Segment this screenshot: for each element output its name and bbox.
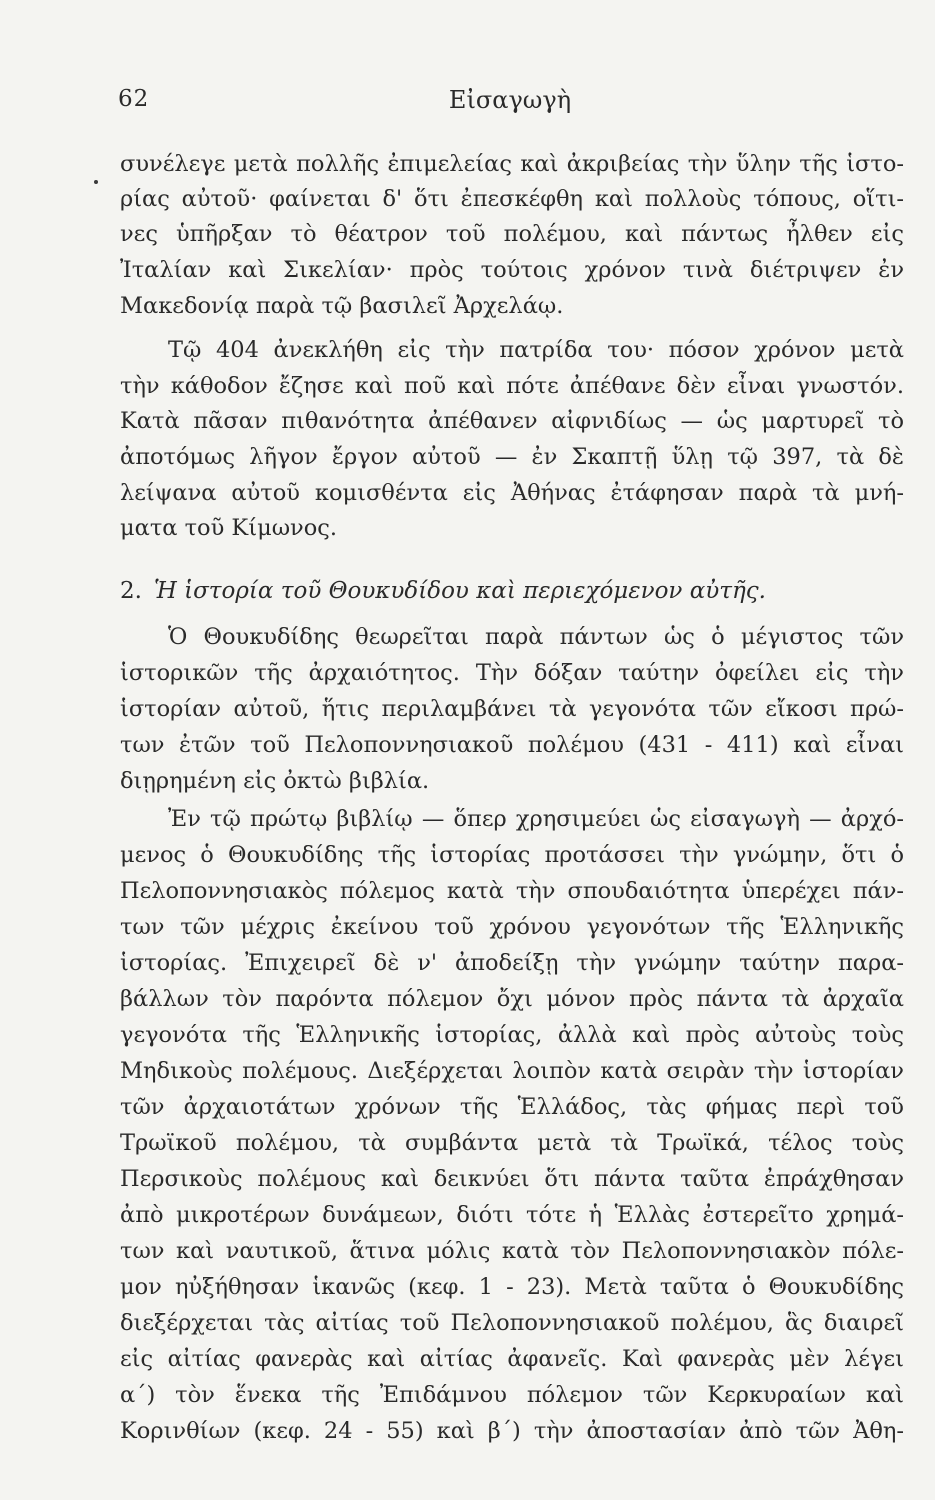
text-line: Ἐν τῷ πρώτῳ βιβλίῳ — ὅπερ χρησιμεύει ὡς εἰσαγωγὴ — ἀρχό- — [168, 806, 904, 832]
text-line: συνέλεγε μετὰ πολλῆς ἐπιμελείας καὶ ἀκριβείας τὴν ὕλην τῆς ἱστο- — [120, 151, 904, 177]
text-line: ἱστορίας. Ἐπιχειρεῖ δὲ ν' ἀποδείξῃ τὴν γνώμην ταύτην παρα- — [120, 950, 904, 976]
page-header — [118, 86, 902, 126]
text-line: Τῷ 404 ἀνεκλήθη εἰς τὴν πατρίδα του· πόσον χρόνον μετὰ — [168, 337, 904, 363]
text-line: ματα τοῦ Κίμωνος. — [120, 515, 338, 541]
text-line: ἀπὸ μικροτέρων δυνάμεων, διότι τότε ἡ Ἑλλὰς ἐστερεῖτο χρημά- — [120, 1202, 904, 1228]
text-line: τὴν κάθοδον ἔζησε καὶ ποῦ καὶ πότε ἀπέθανε δὲν εἶναι γνωστόν. — [120, 373, 904, 399]
text-line: ρίας αὐτοῦ· φαίνεται δ' ὅτι ἐπεσκέφθη καὶ πολλοὺς τόπους, οἵτι- — [120, 186, 904, 212]
text-line: διεξέρχεται τὰς αἰτίας τοῦ Πελοποννησιακοῦ πολέμου, ἃς διαιρεῖ — [120, 1310, 904, 1336]
text-line: Μηδικοὺς πολέμους. Διεξέρχεται λοιπὸν κατὰ σειρὰν τὴν ἱστορίαν — [120, 1058, 904, 1084]
text-line: των ἐτῶν τοῦ Πελοποννησιακοῦ πολέμου (431 - 411) καὶ εἶναι — [120, 732, 904, 758]
text-line: διῃρημένη εἰς ὀκτὼ βιβλία. — [120, 768, 430, 794]
page-number: 62 — [118, 86, 150, 112]
text-line: νες ὑπῆρξαν τὸ θέατρον τοῦ πολέμου, καὶ πάντως ἦλθεν εἰς — [120, 221, 904, 247]
margin-mark — [94, 180, 98, 184]
text-line: τῶν ἀρχαιοτάτων χρόνων τῆς Ἑλλάδος, τὰς φήμας περὶ τοῦ — [120, 1094, 904, 1120]
text-line: γεγονότα τῆς Ἑλληνικῆς ἱστορίας, ἀλλὰ καὶ πρὸς αὐτοὺς τοὺς — [120, 1022, 904, 1048]
text-line: Τρωϊκοῦ πολέμου, τὰ συμβάντα μετὰ τὰ Τρωϊκά, τέλος τοὺς — [120, 1130, 904, 1156]
text-line: ἀποτόμως λῆγον ἔργον αὐτοῦ — ἐν Σκαπτῇ ὕλῃ τῷ 397, τὰ δὲ — [120, 444, 904, 470]
text-line: α΄) τὸν ἕνεκα τῆς Ἐπιδάμνου πόλεμον τῶν Κερκυραίων καὶ — [120, 1382, 904, 1408]
text-line: μενος ὁ Θουκυδίδης τῆς ἱστορίας προτάσσει τὴν γνώμην, ὅτι ὁ — [120, 842, 904, 868]
text-line: Περσικοὺς πολέμους καὶ δεικνύει ὅτι πάντα ταῦτα ἐπράχθησαν — [120, 1166, 904, 1192]
text-line: Κορινθίων (κεφ. 24 - 55) καὶ β΄) τὴν ἀποστασίαν ἀπὸ τῶν Ἀθη- — [120, 1418, 904, 1444]
text-line: Κατὰ πᾶσαν πιθανότητα ἀπέθανεν αἰφνιδίως — ὡς μαρτυρεῖ τὸ — [120, 408, 904, 434]
section-number: 2. — [120, 578, 142, 604]
text-line: Ἰταλίαν καὶ Σικελίαν· πρὸς τούτοις χρόνον τινὰ διέτριψεν ἐν — [120, 257, 904, 283]
text-line: των καὶ ναυτικοῦ, ἅτινα μόλις κατὰ τὸν Πελοποννησιακὸν πόλε- — [120, 1238, 904, 1264]
text-line: Ὁ Θουκυδίδης θεωρεῖται παρὰ πάντων ὡς ὁ μέγιστος τῶν — [168, 624, 904, 650]
text-line: των τῶν μέχρις ἐκείνου τοῦ χρόνου γεγονότων τῆς Ἑλληνικῆς — [120, 914, 904, 940]
text-line: Πελοποννησιακὸς πόλεμος κατὰ τὴν σπουδαιότητα ὑπερέχει πάν- — [120, 878, 904, 904]
section-title: Ἡ ἱστορία τοῦ Θουκυδίδου καὶ περιεχόμενον αὐτῆς. — [153, 578, 766, 604]
running-title: Εἰσαγωγὴ — [448, 86, 572, 114]
section-heading — [120, 574, 904, 608]
text-line: λείψανα αὐτοῦ κομισθέντα εἰς Ἀθήνας ἐτάφησαν παρὰ τὰ μνή- — [120, 480, 904, 506]
text-line: εἰς αἰτίας φανερὰς καὶ αἰτίας ἀφανεῖς. Καὶ φανερὰς μὲν λέγει — [120, 1346, 904, 1372]
text-line: βάλλων τὸν παρόντα πόλεμον ὄχι μόνον πρὸς πάντα τὰ ἀρχαῖα — [120, 986, 904, 1012]
text-line: ἱστορικῶν τῆς ἀρχαιότητος. Τὴν δόξαν ταύτην ὀφείλει εἰς τὴν — [120, 660, 904, 686]
text-line: Μακεδονίᾳ παρὰ τῷ βασιλεῖ Ἀρχελάῳ. — [120, 293, 564, 319]
text-line: ἱστορίαν αὐτοῦ, ἥτις περιλαμβάνει τὰ γεγονότα τῶν εἴκοσι πρώ- — [120, 696, 904, 722]
text-line: μον ηὐξήθησαν ἱκανῶς (κεφ. 1 - 23). Μετὰ ταῦτα ὁ Θουκυδίδης — [120, 1274, 904, 1300]
